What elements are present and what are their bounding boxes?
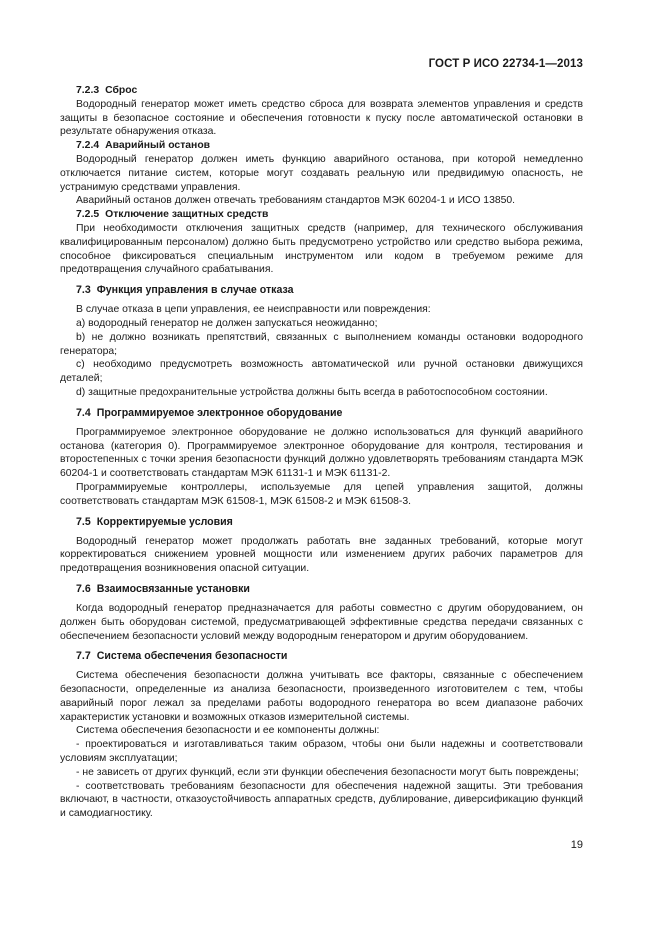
document-code: ГОСТ Р ИСО 22734-1—2013 (428, 58, 583, 70)
paragraph: Водородный генератор может продолжать работать вне заданных требований, которые могут корректироваться снижением уровней мощности или изменением других рабочих параметров для предотвращения возникновения опасной ситуации. (60, 535, 583, 575)
list-item: - соответствовать требованиям безопасности для обеспечения надежной защиты. Эти требования включают, в частности, отказоустойчивость аппаратных средств, дублирование, диверсификацию функций и самодиагностику. (60, 780, 583, 820)
heading-7-6: 7.6 Взаимосвязанные установки (76, 582, 250, 595)
list-item: - не зависеть от других функций, если эти функции обеспечения безопасности могут быть повреждены; (76, 766, 579, 778)
paragraph: Система обеспечения безопасности должна учитывать все факторы, связанные с обеспечением безопасности, определенные из анализа безопасности, произведенного изготовителем с тем, чтобы аварийный порог лежал за пределами работы водородного генератора во всем диапазоне рабочих характеристик установки и возможных отказов измерительной системы. (60, 670, 583, 723)
paragraph: Программируемые контроллеры, используемые для цепей управления защитой, должны соответствовать стандартам МЭК 61508-1, МЭК 61508-2 и МЭК 61508-3. (60, 481, 583, 507)
list-item: d) защитные предохранительные устройства должны быть всегда в работоспособном состоянии. (76, 386, 548, 398)
paragraph: Водородный генератор может иметь средство сброса для возврата элементов управления и средств защиты в безопасное состояние и обеспечения готовности к пуску после автоматической остановки в результате обнаружения отказа. (60, 98, 583, 138)
heading-7-5: 7.5 Корректируемые условия (76, 515, 233, 528)
page-number: 19 (570, 839, 583, 851)
document-body (60, 84, 583, 821)
list-item: с) необходимо предусмотреть возможность автоматической или ручной остановки движущихся деталей; (60, 359, 583, 385)
paragraph: Когда водородный генератор предназначается для работы совместно с другим оборудованием, он должен быть оборудован системой, предусматривающей эффективные средства передачи связанных с обеспечением безопасности условий между водородным генератором и другим оборудованием. (60, 602, 583, 642)
list-item: - проектироваться и изготавливаться таким образом, чтобы они были надежны и соответствовали условиям эксплуатации; (60, 739, 583, 765)
list-item: а) водородный генератор не должен запускаться неожиданно; (76, 317, 378, 329)
paragraph: Система обеспечения безопасности и ее компоненты должны: (76, 725, 380, 737)
paragraph: Водородный генератор должен иметь функцию аварийного останова, при которой немедленно отключается питание систем, которые могут создавать реальную или предвидимую опасность, не устранимую средствами управления. (60, 153, 583, 193)
paragraph: При необходимости отключения защитных средств (например, для технического обслуживания квалифицированным персоналом) должно быть предусмотрено устройство или средство выбора режима, способное фиксироваться специальным инструментом или кодом в требуемом режиме для предотвращения случайного срабатывания. (60, 222, 583, 276)
heading-7-2-4: 7.2.4 Аварийный останов (76, 140, 211, 152)
heading-7-2-5: 7.2.5 Отключение защитных средств (76, 209, 269, 221)
list-item: b) не должно возникать препятствий, связанных с выполнением команды остановки водородного генератора; (60, 331, 583, 357)
heading-7-2-3: 7.2.3 Сброс (76, 85, 138, 96)
paragraph: Программируемое электронное оборудование не должно использоваться для функций аварийного останова (категория 0). Программируемое электронное оборудование для контроля, тестирования и второстепенных с точки зрения безопасности функций должно удовлетворять требованиям стандарта МЭК 60204-1 и соответствовать стандартам МЭК 61131-1 и МЭК 61131-2. (60, 426, 583, 480)
heading-7-3: 7.3 Функция управления в случае отказа (76, 284, 294, 297)
heading-7-4: 7.4 Программируемое электронное оборудование (76, 406, 343, 419)
paragraph: Аварийный останов должен отвечать требованиям стандартов МЭК 60204-1 и ИСО 13850. (76, 195, 516, 207)
heading-7-7: 7.7 Система обеспечения безопасности (76, 650, 288, 663)
paragraph: В случае отказа в цепи управления, ее неисправности или повреждения: (76, 304, 431, 316)
